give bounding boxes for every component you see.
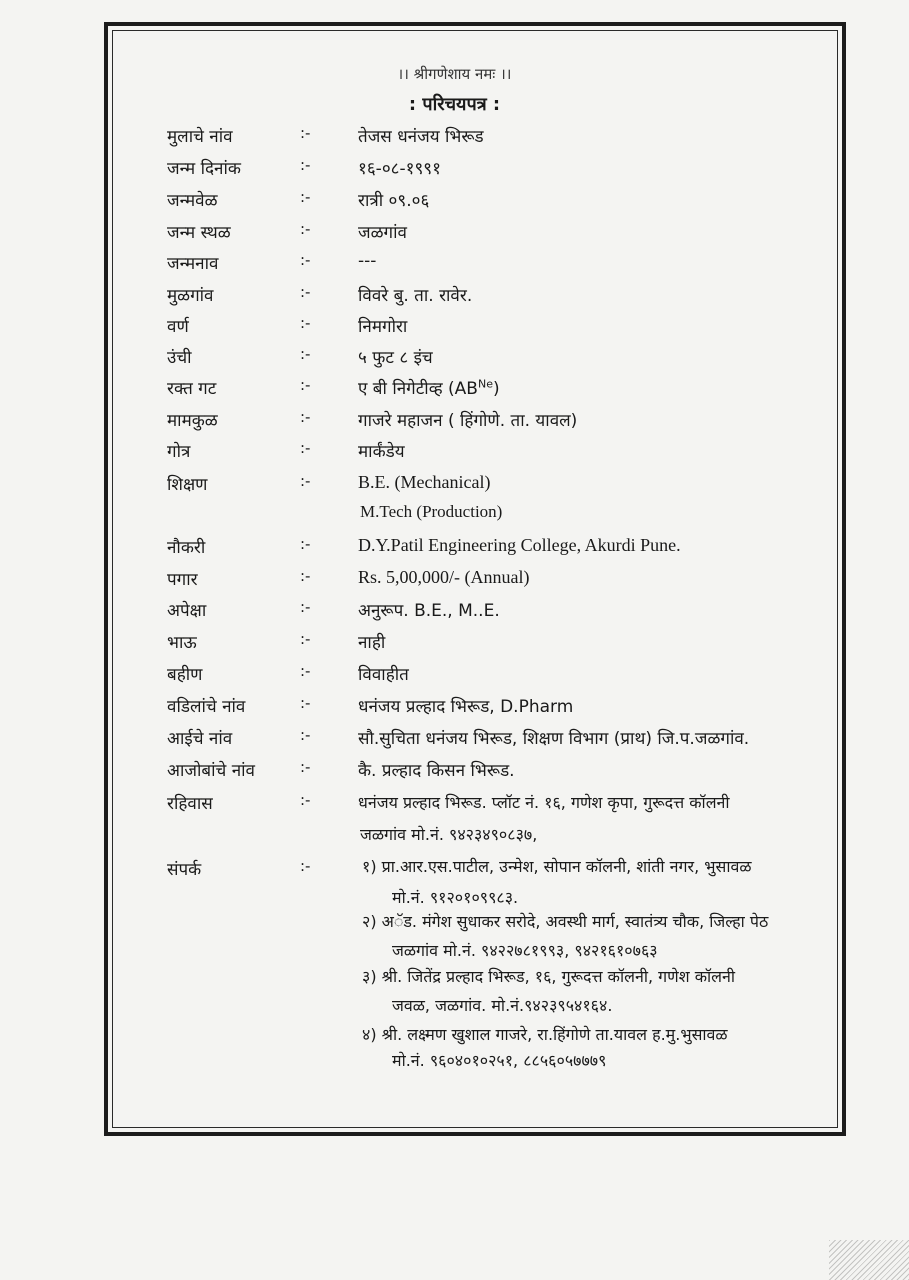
field-gotra — [0, 439, 909, 467]
field-separator: :- — [300, 220, 311, 238]
field-label: शिक्षण — [167, 475, 208, 495]
field-value: सौ.सुचिता धनंजय भिरूड, शिक्षण विभाग (प्राथ) जि.प.जळगांव. — [358, 729, 750, 749]
field-separator: :- — [300, 857, 311, 875]
field-separator: :- — [300, 408, 311, 426]
contact-entry-1-phone: मो.नं. ९१२०१०९९८३. — [392, 888, 519, 907]
contact-entry-1: १) प्रा.आर.एस.पाटील, उन्मेश, सोपान कॉलनी, शांती नगर, भुसावळ — [362, 857, 752, 876]
field-expectation — [0, 598, 909, 626]
field-birth-date — [0, 156, 909, 184]
field-height — [0, 345, 909, 373]
field-separator: :- — [300, 345, 311, 363]
field-birth-time — [0, 188, 909, 216]
field-maternal-clan — [0, 408, 909, 436]
field-separator: :- — [300, 283, 311, 301]
field-label: नौकरी — [167, 538, 206, 558]
field-value: धनंजय प्रल्हाद भिरूड. प्लॉट नं. १६, गणेश कृपा, गुरूदत्त कॉलनी — [358, 793, 730, 812]
invocation-text: ।। श्रीगणेशाय नमः ।। — [397, 65, 512, 83]
field-value: धनंजय प्रल्हाद भिरूड, D.Pharm — [358, 697, 574, 717]
field-sister — [0, 662, 909, 690]
blood-group-suffix: ) — [492, 379, 500, 399]
field-value: रात्री ०९.०६ — [358, 191, 430, 211]
field-education — [0, 472, 909, 500]
field-salary — [0, 567, 909, 595]
field-label: गोत्र — [167, 442, 191, 462]
field-value: M.Tech (Production) — [360, 502, 503, 521]
field-value: निमगोरा — [358, 317, 408, 337]
field-value: विवरे बु. ता. रावेर. — [358, 286, 473, 306]
field-birth-place — [0, 220, 909, 248]
contact-entry-3: ३) श्री. जितेंद्र प्रल्हाद भिरूड, १६, गुरूदत्त कॉलनी, गणेश कॉलनी — [362, 967, 735, 986]
contact-entry-4: ४) श्री. लक्ष्मण खुशाल गाजरे, रा.हिंगोणे ता.यावल ह.मु.भुसावळ — [362, 1025, 728, 1044]
field-occupation — [0, 535, 909, 563]
field-value: नाही — [358, 633, 386, 653]
field-separator: :- — [300, 124, 311, 142]
field-value: D.Y.Patil Engineering College, Akurdi Pune. — [358, 535, 681, 555]
field-complexion — [0, 314, 909, 342]
contact-entry-2: २) अॅड. मंगेश सुधाकर सरोदे, अवस्थी मार्ग, स्वातंत्र्य चौक, जिल्हा पेठ — [362, 912, 769, 931]
field-value: B.E. (Mechanical) — [358, 472, 491, 492]
field-value: विवाहीत — [358, 665, 409, 685]
field-value: १६-०८-१९९१ — [358, 159, 441, 179]
field-separator: :- — [300, 188, 311, 206]
field-separator: :- — [300, 376, 311, 394]
contact-entry-4-phone: मो.नं. ९६०४०१०२५१, ८८५६०५७७७९ — [392, 1051, 607, 1070]
field-label: बहीण — [167, 665, 203, 685]
blood-group-text: ए बी निगेटीव्ह (AB — [358, 379, 478, 399]
field-label: जन्म दिनांक — [167, 159, 241, 179]
field-blood-group — [0, 376, 909, 404]
field-label: वडिलांचे नांव — [167, 697, 246, 717]
field-label: संपर्क — [167, 860, 202, 880]
field-label: रहिवास — [167, 794, 213, 814]
field-label: मुलाचे नांव — [167, 127, 233, 147]
field-value: अनुरूप. B.E., M..E. — [358, 601, 500, 621]
field-value: तेजस धनंजय भिरूड — [358, 127, 484, 147]
field-label: आईचे नांव — [167, 729, 233, 749]
field-value: ५ फुट ८ इंच — [358, 348, 433, 368]
field-value: गाजरे महाजन ( हिंगोणे. ता. यावल) — [358, 411, 578, 431]
field-separator: :- — [300, 791, 311, 809]
field-separator: :- — [300, 726, 311, 744]
field-birth-name — [0, 251, 909, 279]
field-separator: :- — [300, 567, 311, 585]
field-name — [0, 124, 909, 152]
field-brother — [0, 630, 909, 658]
field-mother-name — [0, 726, 909, 754]
field-separator: :- — [300, 156, 311, 174]
contact-entry-3-phone: जवळ, जळगांव. मो.नं.९४२३९५४१६४. — [392, 996, 613, 1015]
field-value: --- — [358, 251, 377, 271]
field-separator: :- — [300, 694, 311, 712]
field-separator: :- — [300, 472, 311, 490]
field-grandfather-name — [0, 758, 909, 786]
field-label: जन्मवेळ — [167, 191, 218, 211]
blood-group-superscript: Ne — [477, 377, 493, 391]
field-value: जळगांव — [358, 223, 407, 243]
field-separator: :- — [300, 439, 311, 457]
field-label: रक्त गट — [167, 379, 217, 399]
field-separator: :- — [300, 535, 311, 553]
field-value: Rs. 5,00,000/- (Annual) — [358, 567, 530, 587]
field-value: कै. प्रल्हाद किसन भिरूड. — [358, 761, 515, 781]
field-label: मामकुळ — [167, 411, 218, 431]
contact-entry-2-phone: जळगांव मो.नं. ९४२२७८१९९३, ९४२१६१०७६३ — [392, 941, 658, 960]
field-residence — [0, 791, 909, 819]
field-label: जन्मनाव — [167, 254, 219, 274]
scan-noise — [829, 1240, 909, 1280]
field-separator: :- — [300, 630, 311, 648]
field-label: भाऊ — [167, 633, 197, 653]
field-value — [358, 376, 500, 399]
field-education-continued — [0, 502, 909, 530]
field-label: उंची — [167, 348, 192, 368]
field-label: वर्ण — [167, 317, 189, 337]
field-residence-continued — [0, 823, 909, 851]
field-label: अपेक्षा — [167, 601, 207, 621]
field-separator: :- — [300, 598, 311, 616]
field-separator: :- — [300, 314, 311, 332]
field-value: जळगांव मो.नं. ९४२३४९०८३७, — [360, 825, 538, 844]
field-separator: :- — [300, 251, 311, 269]
field-native-place — [0, 283, 909, 311]
field-label: आजोबांचे नांव — [167, 761, 255, 781]
field-label: पगार — [167, 570, 198, 590]
field-value: मार्कंडेय — [358, 442, 405, 462]
field-label: जन्म स्थळ — [167, 223, 231, 243]
field-label: मुळगांव — [167, 286, 214, 306]
document-title: : परिचयपत्र : — [408, 94, 501, 115]
field-separator: :- — [300, 758, 311, 776]
field-separator: :- — [300, 662, 311, 680]
field-father-name — [0, 694, 909, 722]
